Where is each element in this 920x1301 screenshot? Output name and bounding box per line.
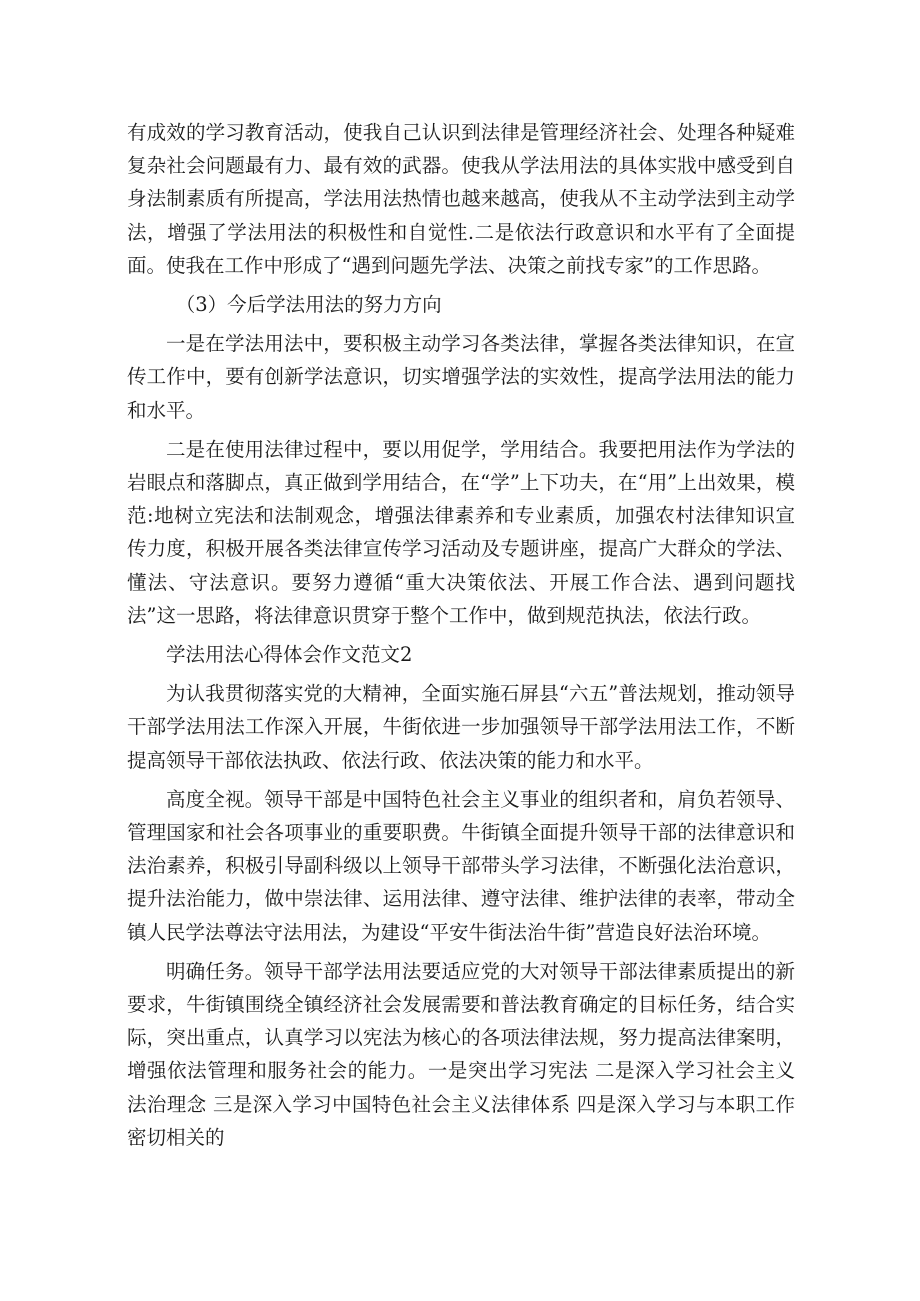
paragraph: 明确任务。领导干部学法用法要适应党的大对领导干部法律素质提出的新要求，牛街镇围绕全镇经济社会发展需要和普法教育确定的目标任务，结合实际，突出重点，认真学习以宪法为核心的各项法律法规，努力提高法律案明，增强依法管理和服务社会的能力。一是突出学习宪法 二是深入学习社会主义法治理念 三是深入学习中国特色社会主义法律体系 四是深入学习与本职工作密切相关的 [127, 959, 795, 1149]
paragraph-continuation: 有成效的学习教育活动，使我自己认识到法律是管理经济社会、处理各种疑难复杂社会问题最有力、最有效的武器。使我从学法用法的具体实戕中感受到自身法制素质有所提高，学法用法热情也越来越高，使我从不主动学法到主动学法，增强了学法用法的积极性和自觉性.二是依法行政意识和水平有了全面提面。使我在工作中形成了“遇到问题先学法、决策之前找专家”的工作思路。 [127, 121, 795, 277]
paragraph: 一是在学法用法中，要积极主动学习各类法律，掌握各类法律知识，在宣传工作中，要有创新学法意识，切实增强学法的实效性，提高学法用法的能力和水平。 [127, 332, 795, 422]
paragraph: 为认我贯彻落实党的大精神，全面实施石屏县“六五”普法规划，推动领导干部学法用法工作深入开展，牛街依进一步加强领导干部学法用法工作，不断提高领导干部依法执政、依法行政、依法决策的能力和水平。 [127, 682, 795, 772]
article-title: 学法用法心得体会作文范文2 [166, 643, 413, 667]
document-body [127, 116, 795, 1154]
paragraph: 二是在使用法律过程中，要以用促学，学用结合。我要把用法作为学法的岩眼点和落脚点，真正做到学用结合，在“学”上下功夫，在“用”上出效果，模范:地树立宪法和法制观念，增强法律素养和专业素质，加强农村法律知识宣传力度，积极开展各类法律宣传学习活动及专题讲座，提高广大群众的学法、懂法、守法意识。要努力遵循“重大决策依法、开展工作合法、遇到问题找法”这一思路，将法律意识贯穿于整个工作中，做到规范执法，依法行政。 [127, 437, 795, 627]
paragraph: 高度全视。领导干部是中国特色社会主义事业的组织者和，肩负若领导、管理国家和社会各项事业的重要职费。牛街镇全面提升领导干部的法律意识和法治素养，积极引导副科级以上领导干部带头学习法律，不断强化法治意识，提升法治能力，做中崇法律、运用法律、遵守法律、维护法律的表率，带动全镇人民学法尊法守法用法，为建设“平安牛街法治牛街”营造良好法治环境。 [127, 787, 795, 944]
section-subheading: （3）今后学法用法的努力方向 [175, 293, 442, 317]
